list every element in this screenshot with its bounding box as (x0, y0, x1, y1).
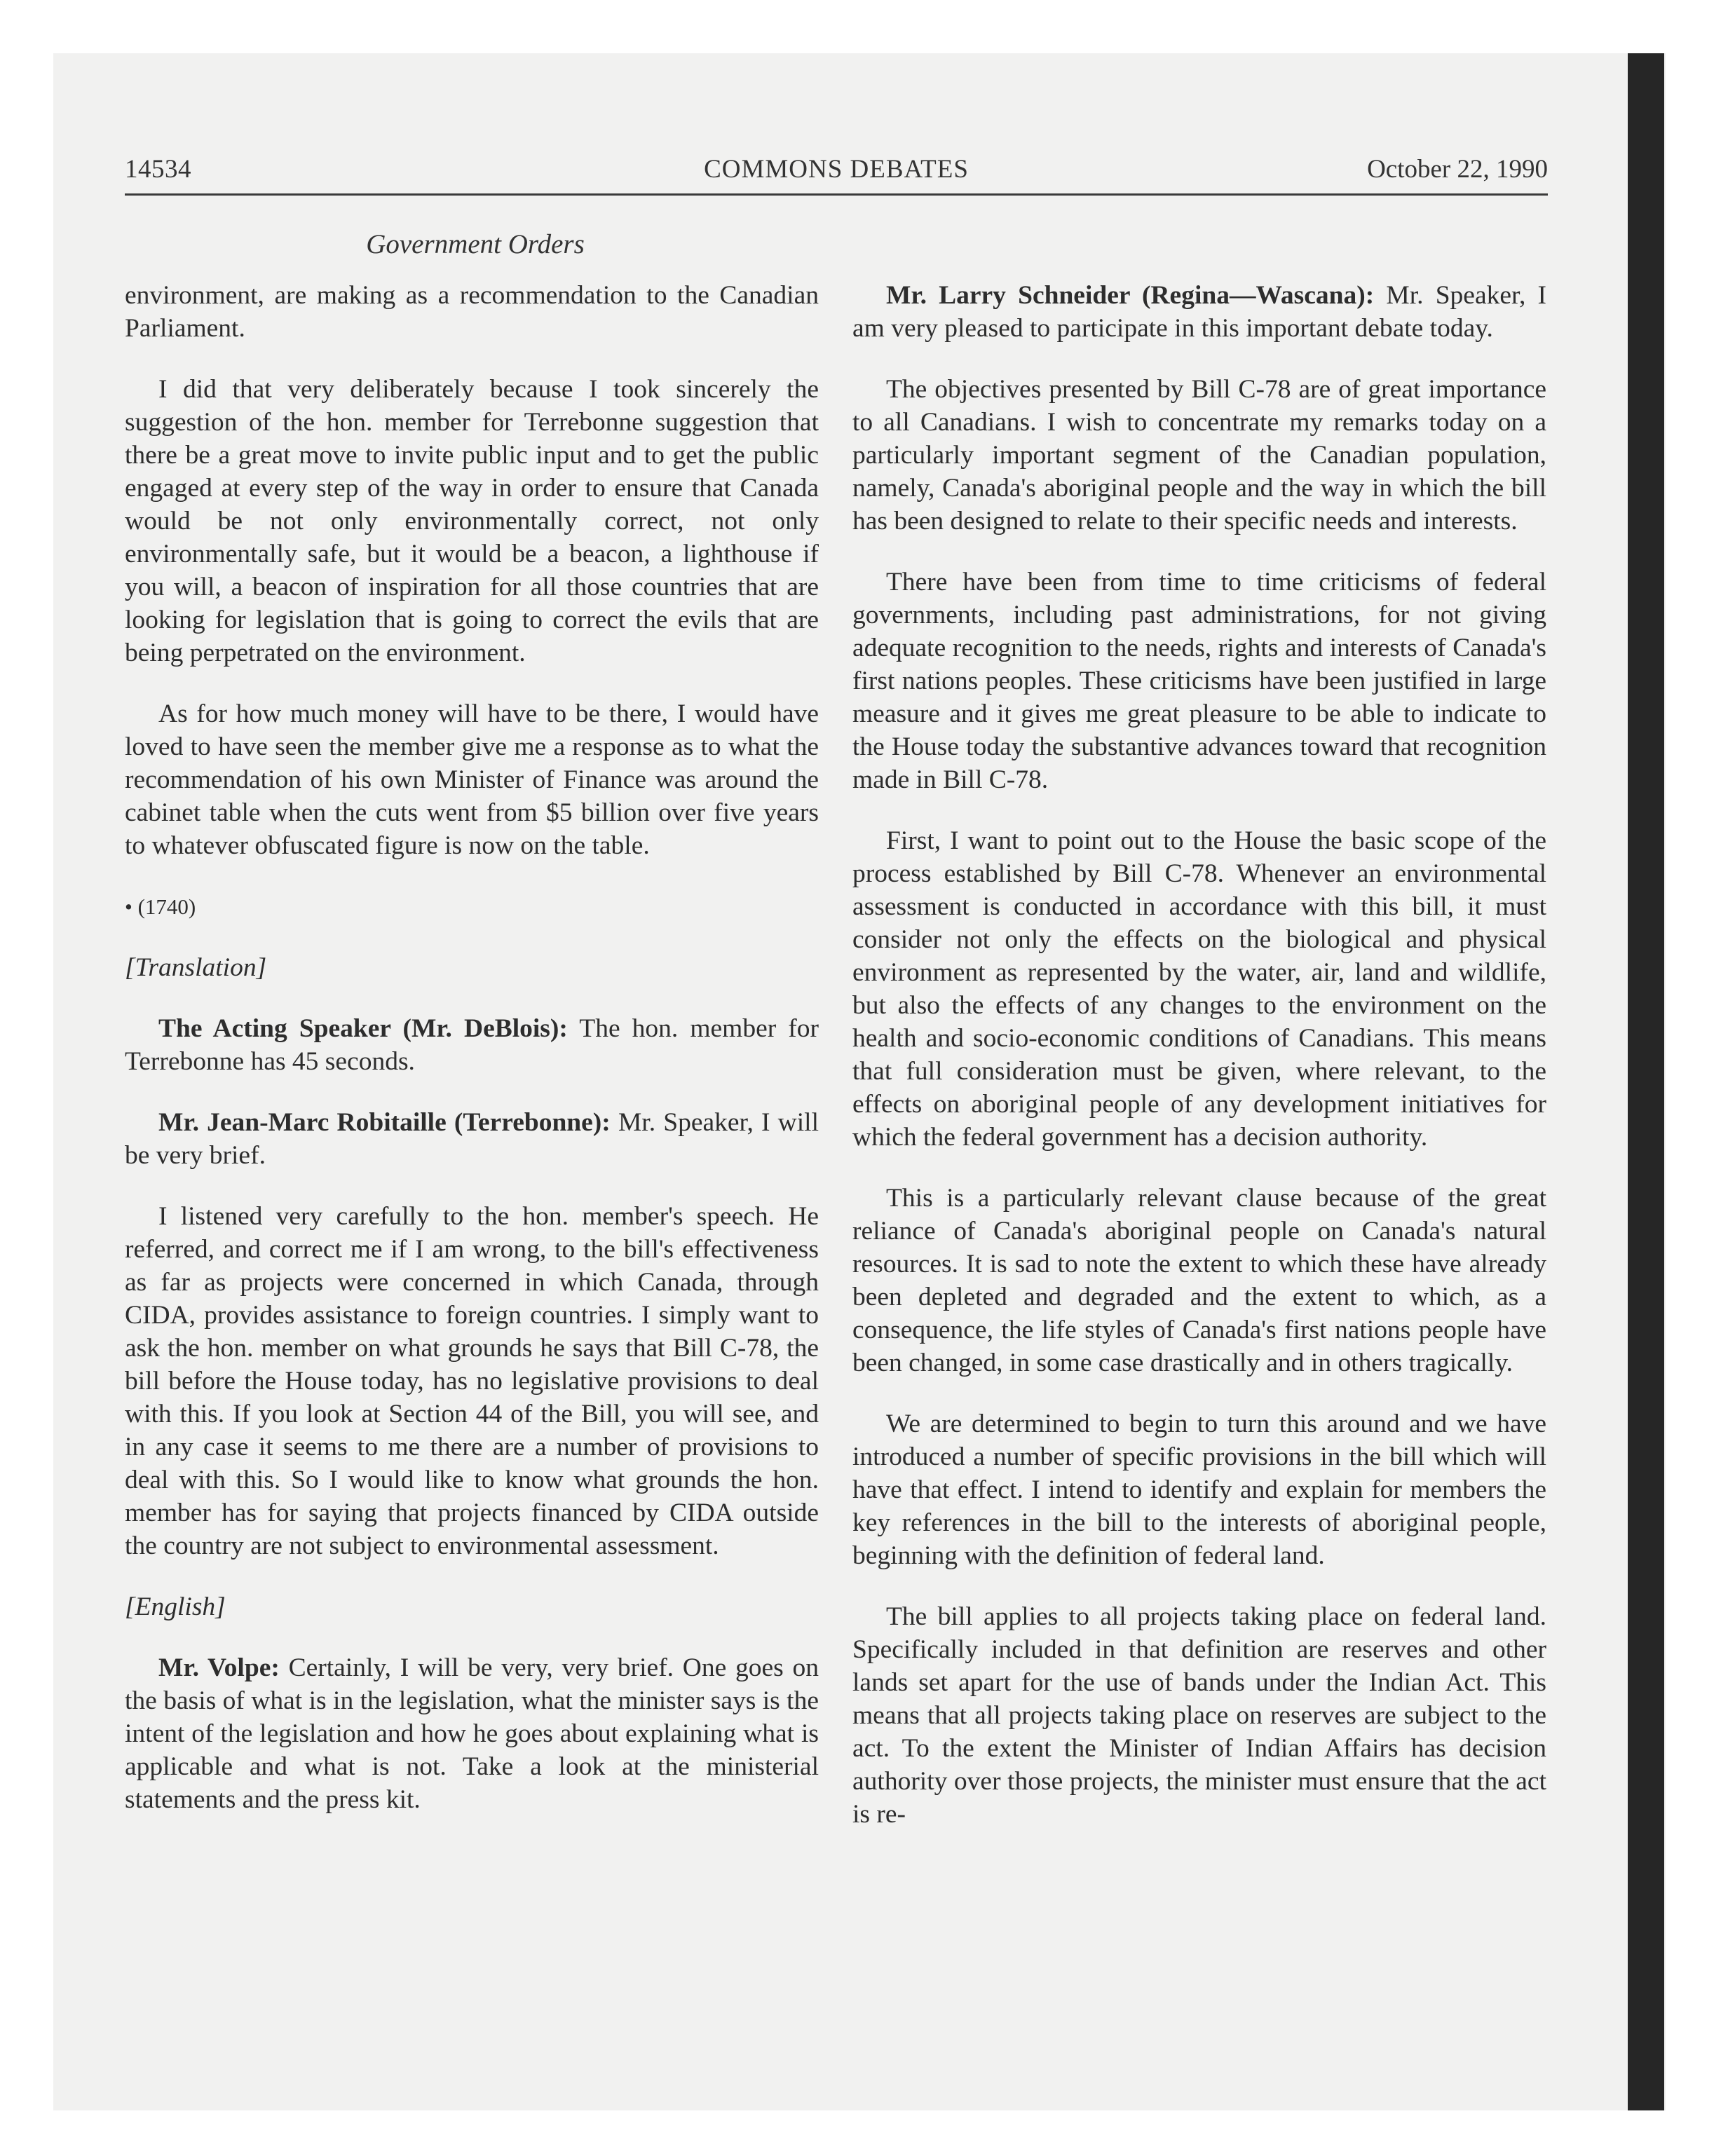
page-number: 14534 (125, 155, 191, 184)
paragraph: I did that very deliberately because I took sincerely the suggestion of the hon. member for Terrebonne suggestion that there be a great move to invite public input and to get the public engaged at every step of the way in order to ensure that Canada would be not only environmentally correct, not only environmentally safe, but it would be a beacon, a lighthouse if you will, a beacon of inspiration for all those countries that are looking for legislation that is going to correct the evils that are being perpetrated on the environment. (125, 375, 819, 667)
speaker-name: Mr. Larry Schneider (Regina—Wascana): (886, 281, 1375, 310)
header-rule (125, 193, 1548, 196)
language-note: [English] (125, 1592, 226, 1621)
paragraph: environment, are making as a recommendation to the Canadian Parliament. (125, 281, 819, 343)
paragraph: The bill applies to all projects taking place on federal land. Specifically included in that definition are reserves and other lands set apart for the use of bands under the Indian Act. This means that all projects taking place on reserves are subject to the act. To the extent the Minister of Indian Affairs has decision authority over those projects, the minister must ensure that the act is re- (852, 1602, 1546, 1829)
page-header (125, 154, 1548, 196)
paragraph: I listened very carefully to the hon. member's speech. He referred, and correct me if I am wrong, to the bill's effectiveness as far as projects were concerned in which Canada, through CIDA, provides assistance to foreign countries. I simply want to ask the hon. member on what grounds he says that Bill C-78, the bill before the House today, has no legislative provisions to deal with this. If you look at Section 44 of the Bill, you will see, and in any case it seems to me there are a number of provisions to deal with this. So I would like to know what grounds the hon. member has for saying that projects financed by CIDA outside the country are not subject to environmental assessment. (125, 1202, 819, 1560)
paragraph (125, 1651, 819, 1816)
section-title: Government Orders (366, 229, 585, 259)
header-date: October 22, 1990 (1367, 155, 1548, 184)
speech-text: The hon. member for Terrebonne has 45 seconds. (125, 1014, 819, 1076)
scan-edge-bar (1628, 53, 1664, 2110)
speech-text: Certainly, I will be very, very brief. One goes on the basis of what is in the legislation, what the minister says is the intent of the legislation and how he goes about explaining what is applicable and what is not. Take a look at the ministerial statements and the press kit. (125, 1653, 819, 1814)
speaker-name: The Acting Speaker (Mr. DeBlois): (158, 1014, 568, 1043)
time-marker: • (1740) (125, 894, 196, 919)
speaker-name: Mr. Volpe: (158, 1653, 280, 1682)
journal-title: COMMONS DEBATES (704, 155, 969, 184)
paragraph (125, 1012, 819, 1078)
speech-text: Mr. Speaker, I am very pleased to participate in this important debate today. (852, 281, 1546, 343)
right-column (852, 279, 1546, 1859)
paragraph: First, I want to point out to the House the basic scope of the process established by Bill C-78. Whenever an environmental assessment is conducted in accordance with this bill, it must consider not only the effects on the biological and physical environment as represented by the water, air, land and wildlife, but also the effects of any changes to the environment on the health and socio-economic conditions of Canadians. This means that full consideration must be given, where relevant, to the effects on aboriginal people of any development initiatives for which the federal government has a decision authority. (852, 826, 1546, 1152)
speech-text: Mr. Speaker, I will be very brief. (125, 1108, 819, 1170)
paragraph: We are determined to begin to turn this around and we have introduced a number of specific provisions in the bill which will have that effect. I intend to identify and explain for members the key references in the bill to the interests of aboriginal people, beginning with the definition of federal land. (852, 1410, 1546, 1570)
left-column (125, 279, 819, 1844)
paragraph: There have been from time to time criticisms of federal governments, including past administrations, for not giving adequate recognition to the needs, rights and interests of Canada's first nations peoples. These criticisms have been justified in large measure and it gives me great pleasure to be able to indicate to the House today the substantive advances toward that recognition made in Bill C-78. (852, 568, 1546, 794)
paragraph (852, 279, 1546, 345)
paragraph: As for how much money will have to be there, I would have loved to have seen the member give me a response as to what the recommendation of his own Minister of Finance was around the cabinet table when the cuts went from $5 billion over five years to whatever obfuscated figure is now on the table. (125, 700, 819, 860)
speaker-name: Mr. Jean-Marc Robitaille (Terrebonne): (158, 1108, 611, 1137)
language-note: [Translation] (125, 953, 267, 982)
paragraph (125, 1106, 819, 1172)
paragraph: This is a particularly relevant clause because of the great reliance of Canada's aboriginal people on Canada's natural resources. It is sad to note the extent to which these have already been depleted and degraded and the extent to which, as a consequence, the life styles of Canada's first nations people have been changed, in some case drastically and in others tragically. (852, 1184, 1546, 1377)
paragraph: The objectives presented by Bill C-78 are of great importance to all Canadians. I wish to concentrate my remarks today on a particularly important segment of the Canadian population, namely, Canada's aboriginal people and the way in which the bill has been designed to relate to their specific needs and interests. (852, 375, 1546, 535)
